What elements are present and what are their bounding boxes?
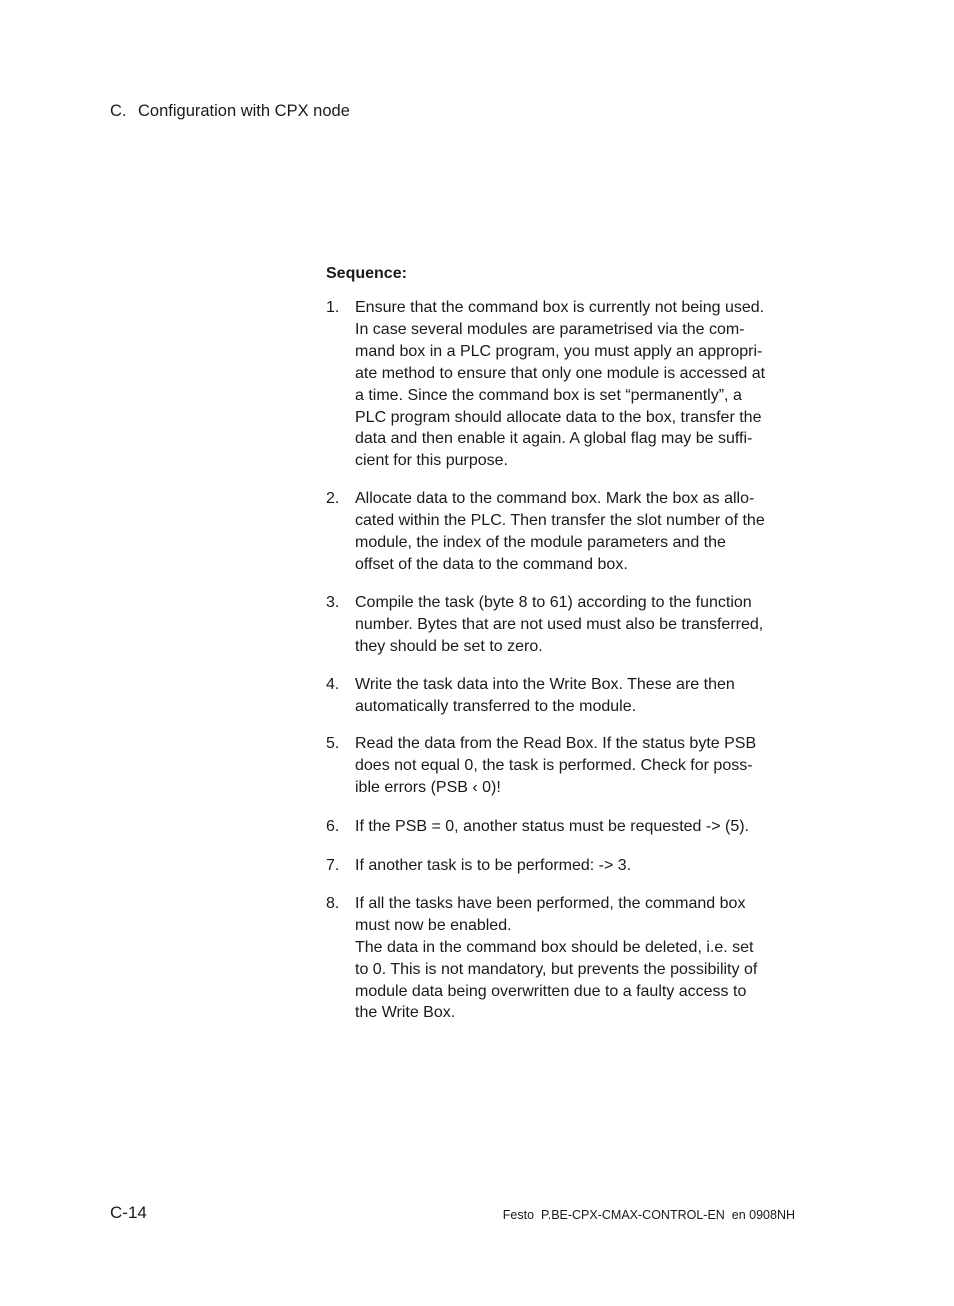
step-number: 3. xyxy=(326,593,340,611)
step-number: 2. xyxy=(326,490,340,508)
step-item xyxy=(326,674,801,718)
step-text-line: they should be set to zero. xyxy=(355,637,543,655)
step-text-line: does not equal 0, the task is performed. Check for poss- xyxy=(355,757,753,775)
step-text-line: Read the data from the Read Box. If the status byte PSB xyxy=(355,735,757,753)
step-number: 7. xyxy=(326,857,340,875)
step-text-line: offset of the data to the command box. xyxy=(355,555,628,573)
step-number: 4. xyxy=(326,675,340,693)
chapter-title: Configuration with CPX node xyxy=(138,102,350,120)
page-number: C-14 xyxy=(110,1203,147,1222)
step-item xyxy=(326,893,801,1024)
step-list xyxy=(326,297,801,1024)
step-text-line: ible errors (PSB ‹ 0)! xyxy=(355,779,501,797)
step-text-line: PLC program should allocate data to the box, transfer the xyxy=(355,408,762,426)
step-item xyxy=(326,733,801,799)
step-text-line: In case several modules are parametrised via the com- xyxy=(355,320,745,338)
step-text-line: the Write Box. xyxy=(355,1004,456,1022)
step-text-line: Allocate data to the command box. Mark the box as allo- xyxy=(355,490,755,508)
document-id: Festo P.BE-CPX-CMAX-CONTROL-EN en 0908NH xyxy=(502,1208,795,1222)
step-text-line: module, the index of the module parameters and the xyxy=(355,534,726,552)
step-item xyxy=(326,488,801,576)
step-number: 8. xyxy=(326,894,340,912)
step-text-line: Write the task data into the Write Box. These are then xyxy=(355,675,735,693)
step-text-line: cient for this purpose. xyxy=(355,452,508,470)
step-text-line: mand box in a PLC program, you must apply an appropri- xyxy=(355,342,763,360)
step-number: 5. xyxy=(326,735,340,753)
step-item xyxy=(326,816,801,838)
step-text-line: automatically transferred to the module. xyxy=(355,697,637,715)
step-text-line: Ensure that the command box is currently not being used. xyxy=(355,299,765,316)
section-heading: Sequence: xyxy=(326,265,407,282)
page-header xyxy=(110,102,350,121)
step-text-line: If all the tasks have been performed, the command box xyxy=(355,894,746,912)
step-item xyxy=(326,592,801,658)
step-text-line: a time. Since the command box is set “permanently”, a xyxy=(355,386,742,404)
step-number: 6. xyxy=(326,818,340,836)
step-text-line: cated within the PLC. Then transfer the slot number of the xyxy=(355,512,765,530)
step-text-line: to 0. This is not mandatory, but prevents the possibility of xyxy=(355,960,758,978)
step-text-line: module data being overwritten due to a faulty access to xyxy=(355,982,747,1000)
step-text-line: If another task is to be performed: -> 3. xyxy=(355,857,632,875)
step-text-line: must now be enabled. xyxy=(355,916,512,934)
step-text-line: Compile the task (byte 8 to 61) according to the function xyxy=(355,593,752,611)
step-text-line: data and then enable it again. A global flag may be suffi- xyxy=(355,430,753,448)
step-text-line: If the PSB = 0, another status must be requested -> (5). xyxy=(355,818,749,836)
main-content xyxy=(326,264,801,1024)
step-number: 1. xyxy=(326,299,340,316)
chapter-number: C. xyxy=(110,102,127,120)
step-text-line: ate method to ensure that only one module is accessed at xyxy=(355,364,766,382)
step-text-line: number. Bytes that are not used must also be transferred, xyxy=(355,615,764,633)
step-text-line: The data in the command box should be deleted, i.e. set xyxy=(355,938,754,956)
step-item xyxy=(326,855,801,877)
step-item xyxy=(326,297,801,472)
